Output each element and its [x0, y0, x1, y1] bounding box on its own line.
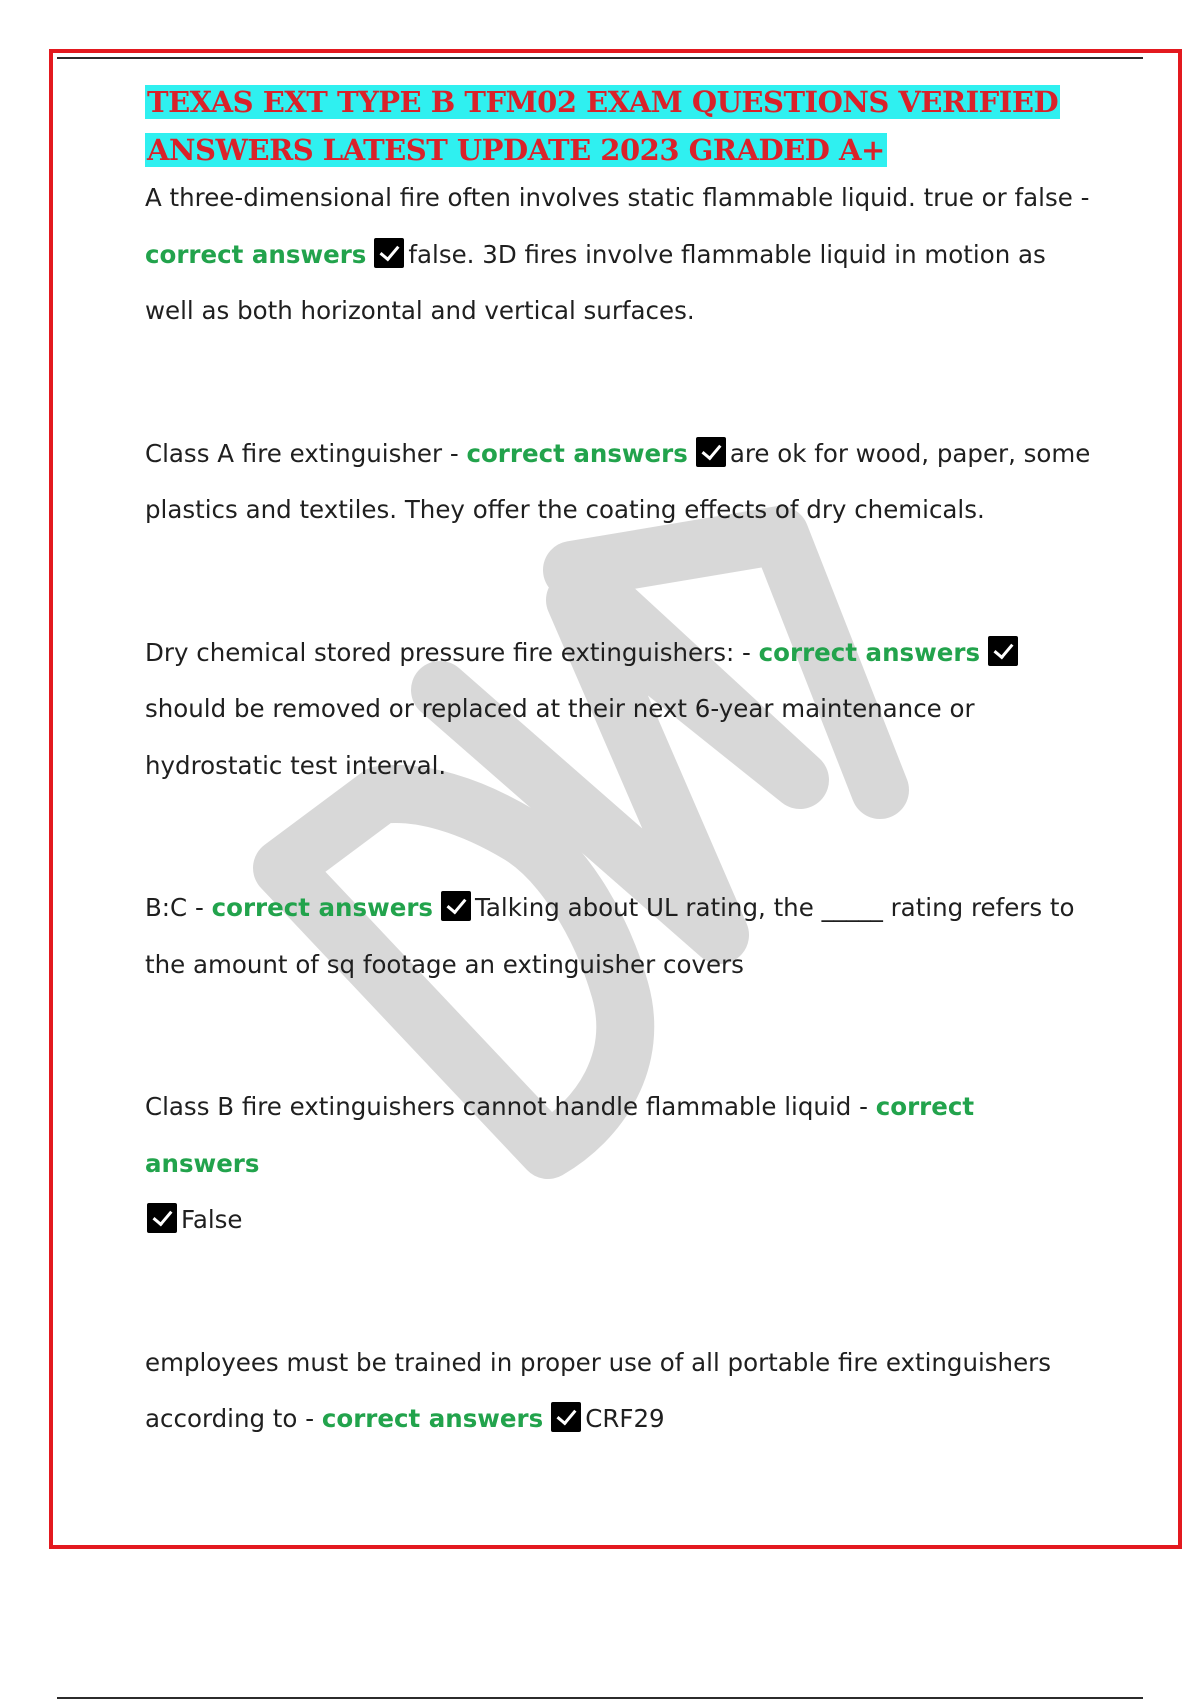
qa-answer: Talking about UL rating, the _____ rating refers to the amount of sq footage an extinguisher covers [145, 893, 1075, 979]
checkbox-checked-icon [551, 1402, 581, 1432]
qa-item [145, 625, 1095, 795]
qa-item [145, 170, 1095, 340]
qa-question: Class A fire extinguisher - [145, 438, 459, 468]
answer-label: correct answers [211, 893, 433, 922]
answer-label: correct answers [145, 239, 367, 269]
qa-question: A three-dimensional fire often involves static flammable liquid. true or false - [145, 183, 1090, 212]
qa-answer: CRF29 [585, 1404, 665, 1433]
header-rule [57, 57, 1143, 59]
answer-label: correct answers [758, 637, 981, 667]
checkbox-checked-icon [147, 1203, 177, 1233]
qa-answer: false. 3D fires involve flammable liquid in motion as well as both horizontal and vertical surfaces. [145, 239, 1046, 325]
checkbox-checked-icon [374, 238, 404, 268]
document-body [145, 78, 1095, 1448]
qa-question: employees must be trained in proper use of all portable fire extinguishers according to - [145, 1347, 1051, 1433]
qa-list [145, 170, 1095, 1448]
checkbox-checked-icon [988, 636, 1018, 666]
qa-item [145, 1079, 1095, 1249]
document-title: TEXAS EXT TYPE B TFM02 EXAM QUESTIONS VERIFIED ANSWERS LATEST UPDATE 2023 GRADED A+ [147, 85, 1059, 167]
qa-question: Class B fire extinguishers cannot handle flammable liquid - [145, 1092, 868, 1121]
qa-item [145, 1335, 1095, 1448]
qa-question: Dry chemical stored pressure fire extinguishers: - [145, 637, 751, 667]
answer-label: correct answers [321, 1404, 544, 1433]
answer-label: correct answers [145, 1092, 975, 1178]
qa-item [145, 426, 1095, 539]
qa-question: B:C - [145, 893, 204, 922]
footer-rule [57, 1697, 1143, 1699]
qa-answer: should be removed or replaced at their next 6-year maintenance or hydrostatic test interval. [145, 694, 975, 780]
checkbox-checked-icon [441, 891, 471, 921]
qa-answer: False [181, 1205, 243, 1234]
qa-item [145, 880, 1095, 993]
checkbox-checked-icon [696, 437, 726, 467]
qa-answer: are ok for wood, paper, some plastics and textiles. They offer the coating effects of dry chemicals. [145, 438, 1091, 524]
answer-label: correct answers [466, 438, 688, 468]
